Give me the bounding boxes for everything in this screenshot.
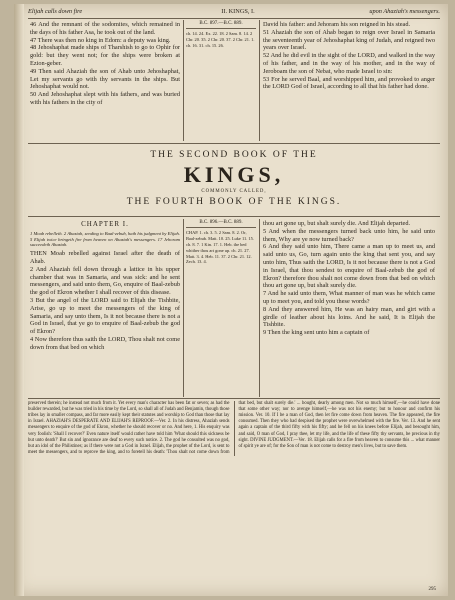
section-rule <box>28 143 440 144</box>
verse: 51 Ahaziah the son of Ahab began to reign over Israel in Samaria the seventeenth year of Jehoshaphat king of Judah, and reigned two years over Israel. <box>263 28 435 52</box>
header-rule <box>28 18 440 19</box>
page-gutter <box>14 4 24 596</box>
column-divider <box>183 219 184 397</box>
commentary-footnotes: preserved therein; he instead not much from it. Yet every man's character has been fat or seven; as had the builder rewarded, but he was tried in his time by the Lord, so shall all of Judah and Benjamin, though those tribes lay in smaller compass, and far more easily kept their statutes and worship to God than those that lay in Israel. AHAZIAH'S DESPERATE AND ELIJAH'S REPROOF.—Ver. 2. In his distress, Ahaziah sends messengers to enquire of the god of Ekron, whether he should recover or no. And here, 1. His enquiry was very foolish: 'Shall I recover?' Even nature itself would rather have told him 'What should this sickness be but unto death?' But sin and ignorance are deaf to every such notice. 2. The god he consulted was no god, but an idol of the Philistines; as if there were not a God in Israel. Elijah, the prophet of the Lord, is sent to meet the messengers, and to reprove the king, and to foretell his death: 'Thou shalt not come down from that bed, but shalt surely die.' ... bought, dearly among men. Not so much himself,—he could have done that some other way; nor to avenge himself,—he was not his enemy; but to honour and confirm his mission. Ver. 10. If I be a man of God, then let fire come down from heaven. The fire appeared, the fire consumed. Then they who had despised the prophet were overwhelmed with the fire. Ver. 13. And he sent again a captain of the third fifty with his fifty; and he fell on his knees before Elijah, and besought him, and said, O man of God, I pray thee, let my life, and the life of these fifty thy servants, be precious in thy sight. DIVINE JUDGMENT.—Ver. 18. Elijah calls for a fire from heaven to consume this ... what manner of spirit ye are of; for the Son of man is not come to destroy men's lives, but to save them. <box>28 401 440 455</box>
verse: 50 And Jehoshaphat slept with his fathers, and was buried with his fathers in the city of <box>30 91 180 106</box>
verse: 48 Jehoshaphat made ships of Tharshish to go to Ophir for gold: but they went not; for the ships were broken at Ezion-geber. <box>30 44 180 67</box>
mid-left-column <box>30 220 180 352</box>
running-header <box>28 8 440 18</box>
column-divider <box>259 219 260 397</box>
cross-references: ch. 14. 24. Ex. 22. 18. 2 Sam. 8. 14. 2 Chr. 20. 35. 2 Chr. 20. 37. 2 Chr. 21. 1. ch. 16. 31. ch. 15. 26. <box>186 30 255 48</box>
verse: thou art gone up, but shalt surely die. And Elijah departed. <box>263 220 411 227</box>
verse: 8 And they answered him, He was an hairy man, and girt with a girdle of leather about his loins. And he said, It is Elijah the Tishbite. <box>263 305 435 329</box>
bible-page <box>14 4 448 596</box>
title-kings: KINGS, <box>183 162 285 187</box>
date-range: B.C. 896.—B.C. 889. <box>186 220 256 228</box>
verse: 2 And Ahaziah fell down through a lattice in his upper chamber that was in Samaria, and was sick: and he sent messengers, and said unto them, Go, enquire of Baal-zebub the god of Ekron whether I shall recover of this disease. <box>30 265 180 297</box>
verse: David his father: and Jehoram his son reigned in his stead. <box>263 21 411 28</box>
header-center: II. KINGS, I. <box>221 8 255 15</box>
chapter-summary: 1 Moab rebelleth. 2 Ahaziah, sending to Baal-zebub, hath his judgment by Elijah. 5 Elijah twice bringeth fire from heaven on Ahaziah's messengers. 17 Jehoram succeedeth Ahaziah. <box>30 230 180 248</box>
book-title <box>28 150 440 207</box>
title-commonly-called: COMMONLY CALLED, <box>201 189 267 194</box>
mid-reference-column <box>186 220 256 265</box>
footnote-rule <box>28 398 440 399</box>
mid-right-column <box>263 220 435 337</box>
section-rule <box>28 216 440 217</box>
verse: 5 And when the messengers turned back unto him, he said unto them, Why are ye now turned back? <box>263 227 435 243</box>
header-right: upon Ahaziah's messengers. <box>369 8 440 15</box>
verse: 53 For he served Baal, and worshipped him, and provoked to anger the LORD God of Israel, according to all that his father had done. <box>263 75 435 91</box>
verse: 3 But the angel of the LORD said to Elijah the Tishbite, Arise, go up to meet the messengers of the king of Samaria, and say unto them, Is it not because there is not a God in Israel, that ye go to enquire of Baal-zebub the god of Ekron? <box>30 297 180 336</box>
date-range: B.C. 897.—B.C. 889. <box>186 21 256 29</box>
verse: 4 Now therefore thus saith the LORD, Thou shalt not come down from that bed on which <box>30 336 180 351</box>
page-number: 295 <box>428 587 436 592</box>
verse: 46 And the remnant of the sodomites, which remained in the days of his father Asa, he took out of the land. <box>30 21 180 36</box>
verse: 6 And they said unto him, There came a man up to meet us, and said unto us, Go, turn again unto the king that sent you, and say unto him, Thus saith the LORD, Is it not because there is not a God in Israel, that thou sendest to enquire of Baal-zebub the god of Ekron? therefore thou shalt not come down from that bed on which thou art gone up, but shalt surely die. <box>263 243 435 290</box>
column-divider <box>259 20 260 141</box>
verse: THEN Moab rebelled against Israel after the death of Ahab. <box>30 250 180 266</box>
top-right-column <box>263 21 435 91</box>
column-divider <box>183 20 184 141</box>
top-left-column <box>30 21 180 107</box>
title-line-1: THE SECOND BOOK OF THE <box>150 150 318 160</box>
top-reference-column <box>186 21 256 49</box>
title-line-4: THE FOURTH BOOK OF THE KINGS. <box>126 197 342 207</box>
chapter-heading: CHAPTER I. <box>81 220 129 228</box>
cross-references: CHAP. 1. ch. 3. 5. 2 Sam. 8. 2. Or, Baal-zebub. Matt. 10. 25. Luke 11. 15. ch. 8. 7. 1 Kin. 17. 1. Heb. the bed whither thou art gone up. ch. 21. 27. Matt. 3. 4. Heb. 11. 37. 2 Chr. 21. 12. Zech. 13. 4. <box>186 229 254 265</box>
verse: 7 And he said unto them, What manner of man was he which came up to meet you, and told you these words? <box>263 290 435 305</box>
header-left: Elijah calls down fire <box>28 8 83 15</box>
verse: 9 Then the king sent unto him a captain of <box>263 329 370 337</box>
verse: 52 And he did evil in the sight of the LORD, and walked in the way of his father, and in the way of his mother, and in the way of Jeroboam the son of Nebat, who made Israel to sin: <box>263 52 435 75</box>
verse: 47 There was then no king in Edom: a deputy was king. <box>30 36 171 44</box>
verse: 49 Then said Ahaziah the son of Ahab unto Jehoshaphat, Let my servants go with thy servants in the ships. But Jehoshaphat would not. <box>30 67 180 91</box>
